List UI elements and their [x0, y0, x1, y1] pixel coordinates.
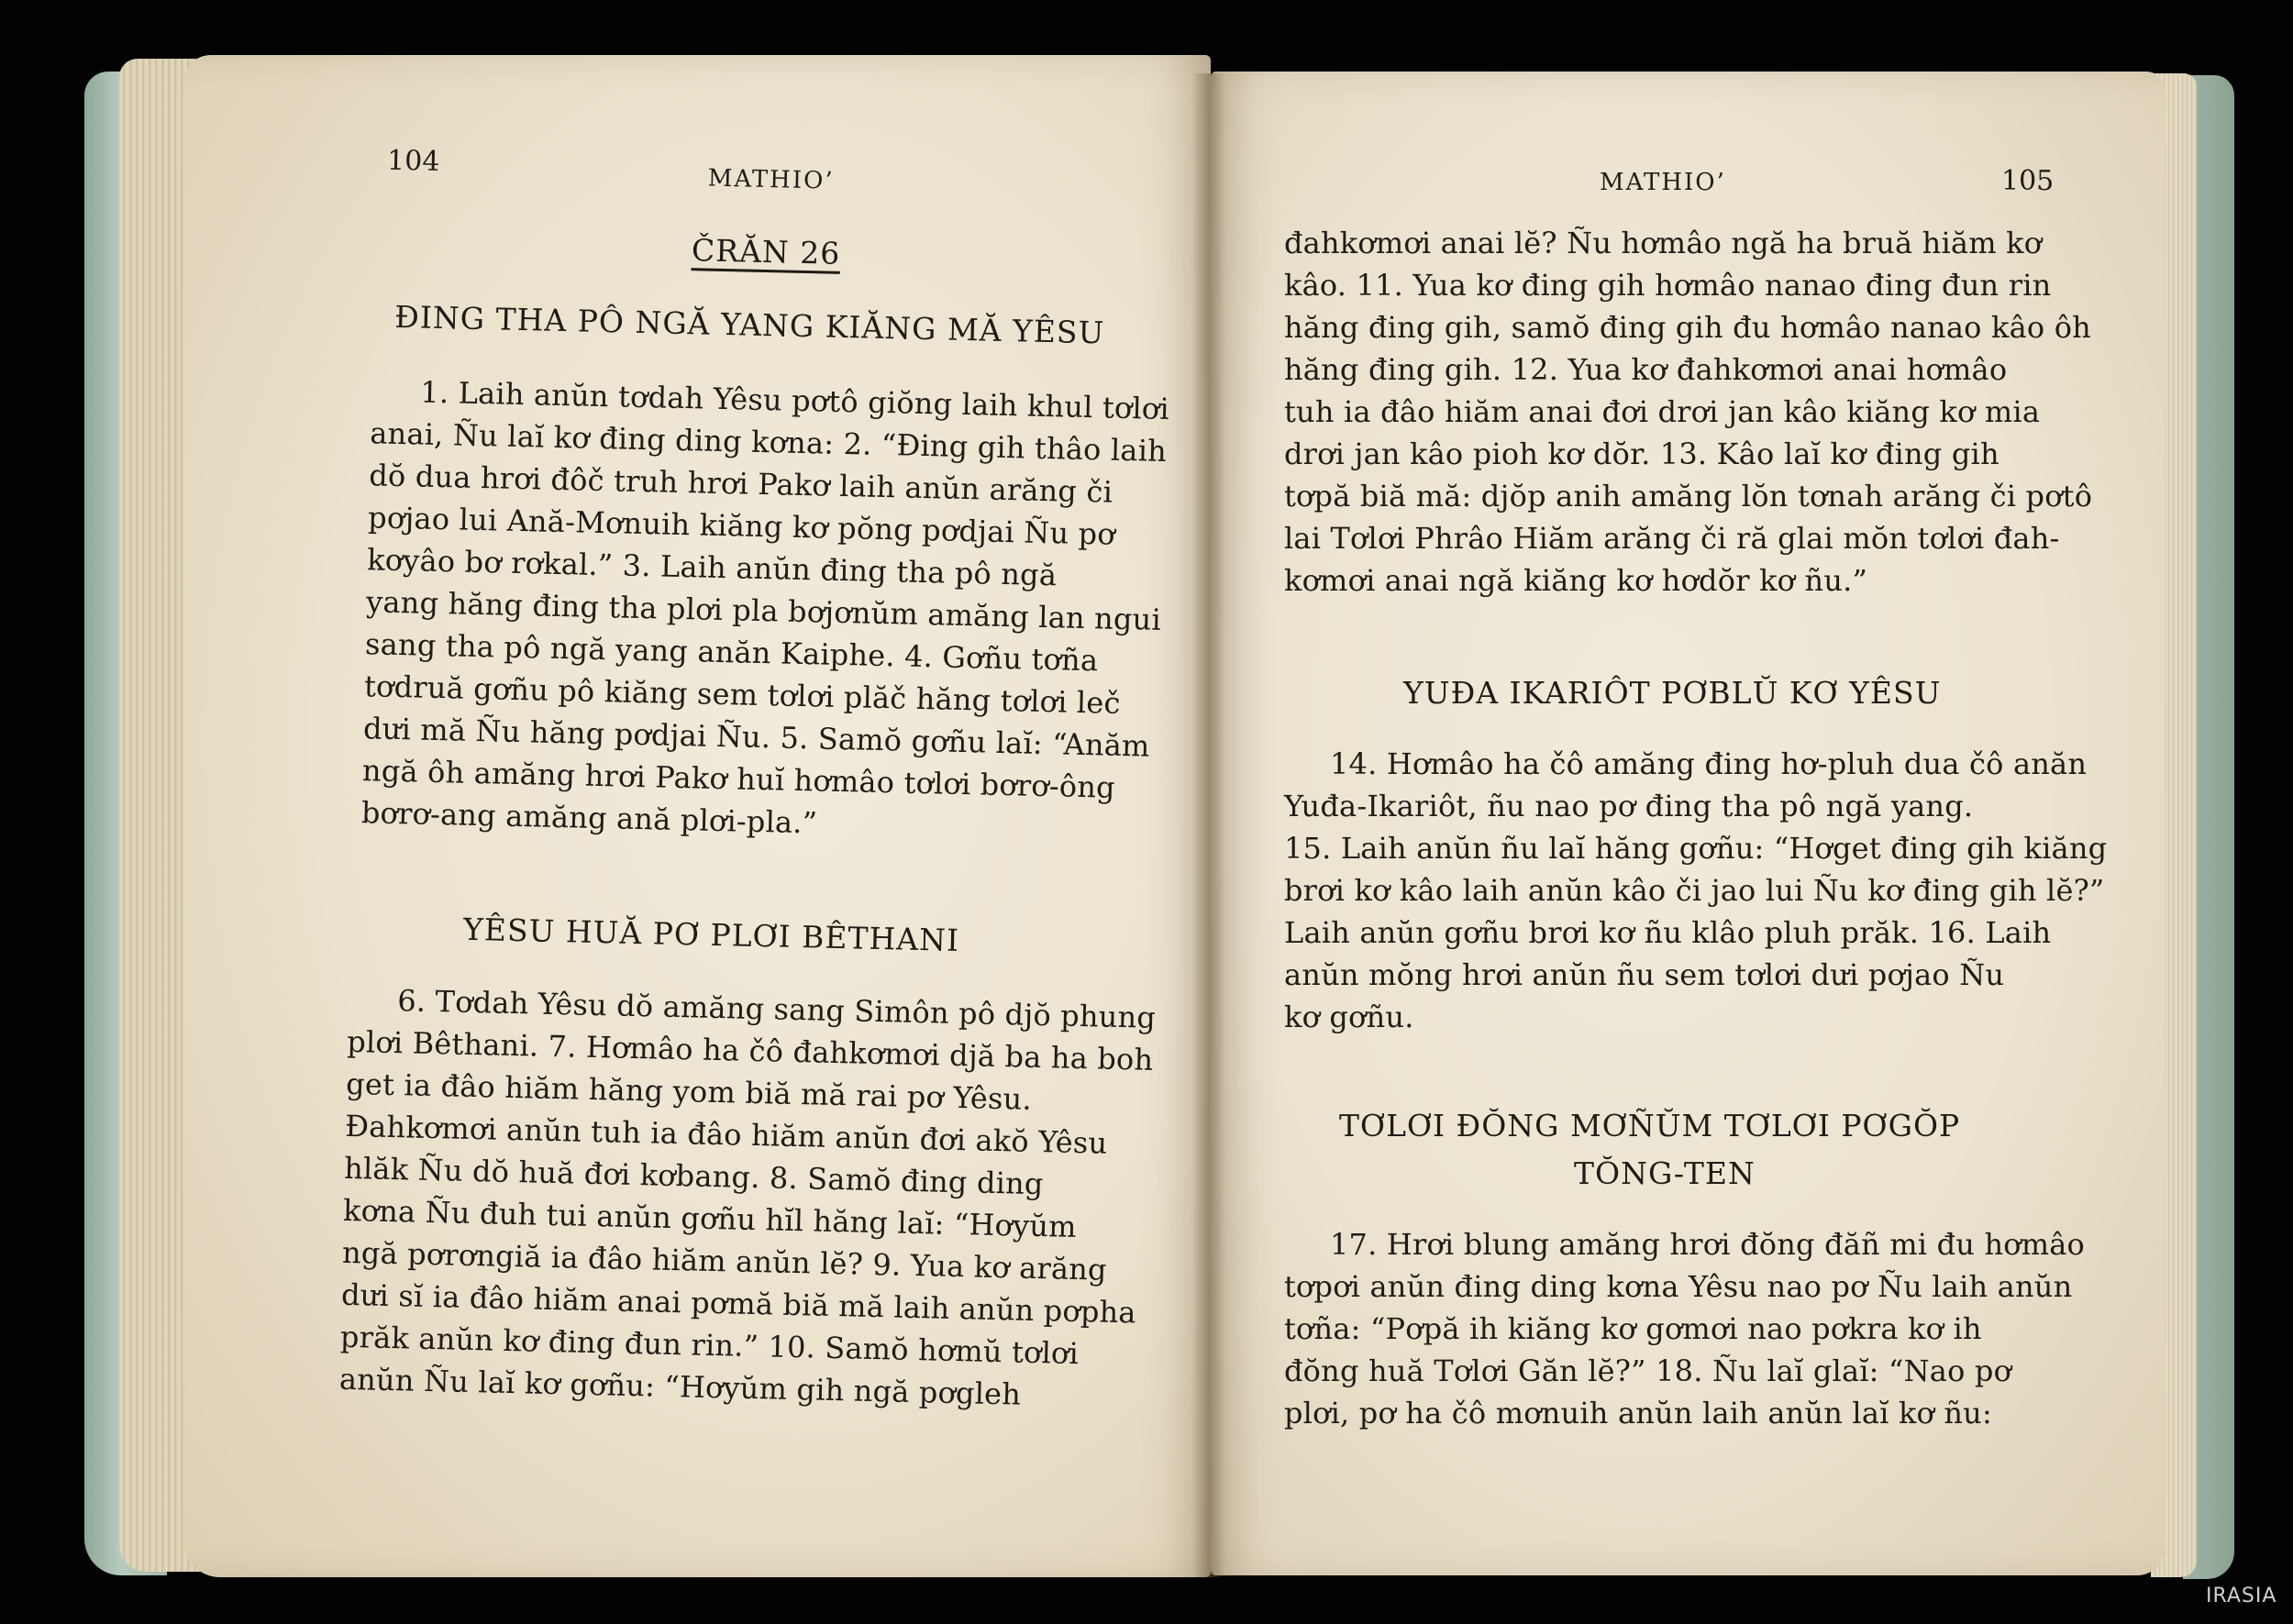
- body-line: dŏ dua hrơi đôč truh hrơi Pakơ laih anŭn arăng či: [368, 458, 1113, 510]
- body-line: anŭn mŏng hrơi anŭn ñu sem tơlơi dưi pơjao Ñu: [1284, 957, 2005, 992]
- right-running-head: MATHIO’: [1600, 169, 1726, 196]
- body-line: 1. Laih anŭn tơdah Yêsu pơtô giŏng laih khul tơlơi: [419, 374, 1170, 427]
- body-line: Laih anŭn gơñu brơi kơ ñu klâo pluh prăk. 16. Laih: [1284, 915, 2052, 950]
- body-line: get ia đâo hiăm hăng yom biă mă rai pơ Yêsu.: [345, 1066, 1033, 1117]
- body-line: prăk anŭn kơ đing đun rin.” 10. Samŏ hơmŭ tơlơi: [339, 1319, 1080, 1372]
- body-line: pơjao lui Ană-Mơnuih kiăng kơ pŏng pơdjai Ñu pơ: [367, 500, 1116, 552]
- body-line: 17. Hrơi blung amăng hrơi đŏng đăñ mi đu hơmâo: [1330, 1227, 2086, 1262]
- body-line: tơpă biă mă: djŏp anih amăng lŏn tơnah arăng či pơtô: [1284, 479, 2093, 514]
- body-line: kơyâo bơ rơkal.” 3. Laih anŭn đing tha pô ngă: [366, 542, 1058, 593]
- body-line: đŏng huă Tơlơi Găn lĕ?” 18. Ñu laĭ glaĭ: “Nao pơ: [1284, 1353, 2012, 1388]
- right-page-number: 105: [2001, 165, 2055, 197]
- body-line: yang hăng đing tha plơi pla bơjơnŭm amăng lan ngui: [365, 584, 1162, 637]
- body-line: bơrơ-ang amăng ană plơi-pla.”: [360, 795, 818, 841]
- body-line: Yuđa-Ikariôt, ñu nao pơ đing tha pô ngă yang.: [1284, 789, 1974, 823]
- body-line: drơi jan kâo pioh kơ dŏr. 13. Kâo laĭ kơ đing gih: [1284, 436, 1999, 471]
- body-line: tơdruă gơñu pô kiăng sem tơlơi plăč hăng tơlơi leč: [363, 668, 1122, 721]
- body-line: kơ gơñu.: [1284, 1000, 1414, 1034]
- body-line: dưi sĭ ia đâo hiăm anai pơmă biă mă laih anŭn pơpha: [340, 1276, 1137, 1331]
- body-line: 15. Laih anŭn ñu laĭ hăng gơñu: “Hơget đing gih kiăng: [1284, 831, 2108, 866]
- left-running-head: MATHIO’: [707, 164, 835, 195]
- body-line: Đahkơmơi anŭn tuh ia đâo hiăm anŭn đơi akŏ Yêsu: [344, 1108, 1108, 1161]
- section-title-2: YÊSU HUĂ PƠ PLƠI BÊTHANI: [462, 911, 960, 958]
- body-line: brơi kơ kâo laih anŭn kâo či jao lui Ñu kơ đing gih lĕ?”: [1284, 873, 2105, 908]
- body-line: plơi Bêthani. 7. Hơmâo ha čô đahkơmơi djă ba ha boh: [346, 1023, 1154, 1077]
- section-title-4-line2: TŎNG-TEN: [1574, 1155, 1756, 1191]
- body-line: 6. Tơdah Yêsu dŏ amăng sang Simôn pô djŏ phung: [396, 983, 1157, 1035]
- body-line: kơmơi anai ngă kiăng kơ hơdŏr kơ ñu.”: [1284, 563, 1868, 598]
- body-line: tơpơi anŭn đing ding kơna Yêsu nao pơ Ñu laih anŭn: [1284, 1269, 2073, 1304]
- body-line: lai Tơlơi Phrâo Hiăm arăng či ră glai mŏn tơlơi đah-: [1284, 521, 2060, 556]
- body-line: 14. Hơmâo ha čô amăng đing hơ-pluh dua čô anăn: [1330, 746, 2088, 781]
- body-line: tơña: “Pơpă ih kiăng kơ gơmơi nao pơkra kơ ih: [1284, 1311, 1982, 1346]
- body-line: kâo. 11. Yua kơ đing gih hơmâo nanao đing đun rin: [1284, 268, 2052, 303]
- section-title-1: ĐING THA PÔ NGĂ YANG KIĂNG MĂ YÊSU: [393, 298, 1105, 351]
- body-line: hăng đing gih. 12. Yua kơ đahkơmơi anai hơmâo: [1284, 352, 2008, 387]
- body-line: sang tha pô ngă yang anăn Kaiphe. 4. Gơñu tơña: [364, 626, 1099, 679]
- body-line: plơi, pơ ha čô mơnuih anŭn laih anŭn laĭ kơ ñu:: [1284, 1396, 1992, 1431]
- section-title-4-line1: TƠLƠI ĐŎNG MƠÑŬM TƠLƠI PƠGŎP: [1339, 1108, 1961, 1143]
- watermark: IRASIA: [2206, 1585, 2277, 1607]
- body-line: đahkơmơi anai lĕ? Ñu hơmâo ngă ha bruă hiăm kơ: [1284, 226, 2043, 260]
- body-line: ngă ôh amăng hrơi Pakơ huĭ hơmâo tơlơi bơrơ-ông: [361, 753, 1116, 805]
- body-line: hăng đing gih, samŏ đing gih đu hơmâo nanao kâo ôh: [1284, 310, 2091, 345]
- body-line: dưi mă Ñu hăng pơdjai Ñu. 5. Samŏ gơñu laĭ: “Anăm: [362, 711, 1151, 764]
- body-line: kơna Ñu đuh tui anŭn gơñu hĭl hăng laĭ: “Hơyŭm: [342, 1192, 1078, 1244]
- body-line: ngă pơrơngiă ia đâo hiăm anŭn lĕ? 9. Yua kơ arăng: [341, 1234, 1108, 1287]
- body-line: anŭn Ñu laĭ kơ gơñu: “Hơyŭm gih ngă pơgleh: [338, 1361, 1022, 1412]
- left-page-number: 104: [386, 144, 440, 178]
- chapter-heading: ČRĂN 26: [691, 232, 841, 271]
- body-line: anai, Ñu laĭ kơ đing ding kơna: 2. “Đing gih thâo laih: [369, 415, 1168, 469]
- body-line: hlăk Ñu dŏ huă đơi kơbang. 8. Samŏ đing ding: [343, 1150, 1044, 1202]
- section-title-3: YUĐA IKARIÔT PƠBLŬ KƠ YÊSU: [1403, 675, 1942, 711]
- body-line: tuh ia đâo hiăm anai đơi drơi jan kâo kiăng kơ mia: [1284, 394, 2041, 429]
